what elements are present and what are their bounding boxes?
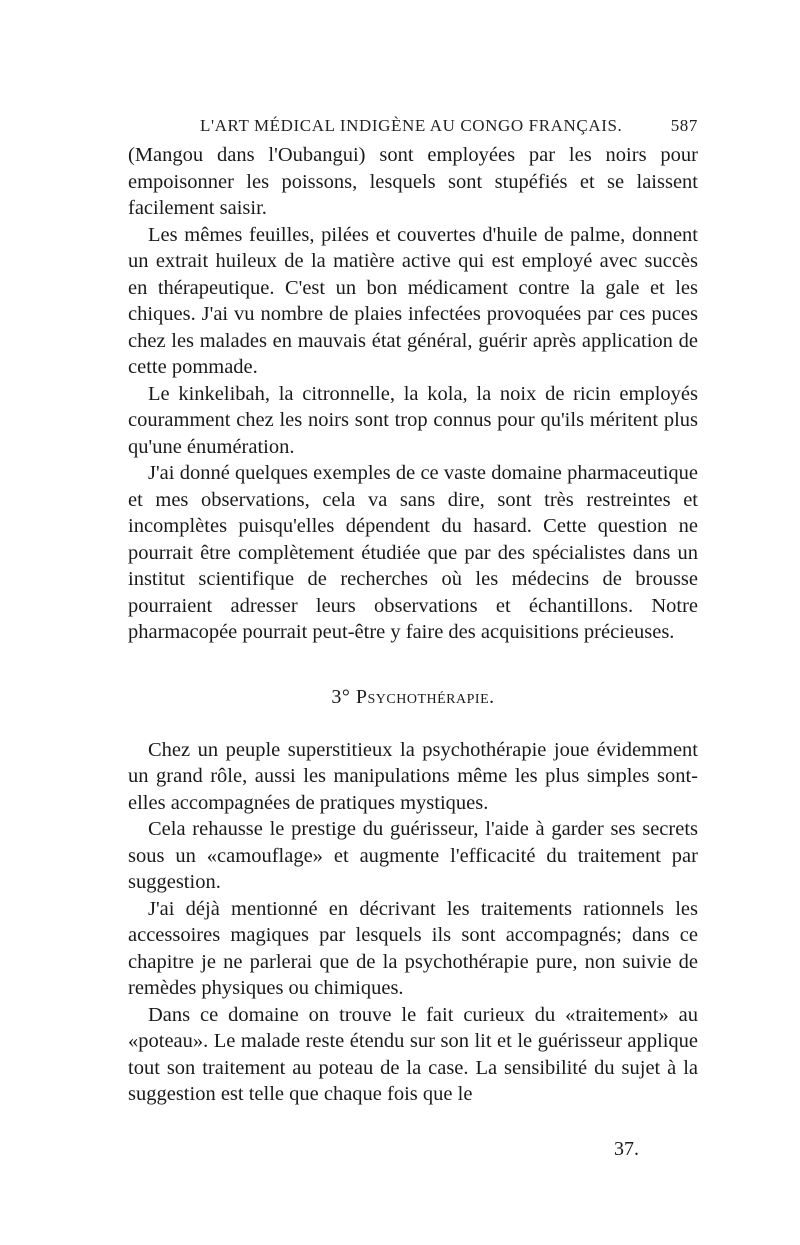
running-title: L'ART MÉDICAL INDIGÈNE AU CONGO FRANÇAIS. bbox=[200, 116, 623, 135]
running-header bbox=[128, 116, 698, 142]
section-title: Psychothérapie. bbox=[355, 685, 495, 708]
body-text-bottom bbox=[128, 737, 698, 1108]
paragraph: J'ai déjà mentionné en décrivant les traitements rationnels les accessoires magiques par lesquels ils sont accompagnés; dans ce chapitre je ne parlerai que de la psychothérapie pure, non suivie de remèdes physiques ou chimiques. bbox=[128, 897, 698, 999]
paragraph: Chez un peuple superstitieux la psychothérapie joue évidemment un grand rôle, aussi les manipulations même les plus simples sont-elles accompagnées de pratiques mystiques. bbox=[128, 738, 698, 814]
paragraph: Le kinkelibah, la citronnelle, la kola, la noix de ricin employés couramment chez les noirs sont trop connus pour qu'ils méritent plus qu'une énumération. bbox=[128, 382, 698, 458]
document-page bbox=[128, 116, 698, 1108]
page-number: 587 bbox=[670, 116, 698, 135]
paragraph: Les mêmes feuilles, pilées et couvertes d'huile de palme, donnent un extrait huileux de la matière active qui est employé avec succès en thérapeutique. C'est un bon médicament contre la gale et les chiques. J'ai vu nombre de plaies infectées provoquées par ces puces chez les malades en mauvais état général, guérir après application de cette pommade. bbox=[128, 223, 698, 378]
paragraph: Dans ce domaine on trouve le fait curieux du «traitement» au «poteau». Le malade reste étendu sur son lit et le guérisseur applique tout son traitement au poteau de la case. La sensibilité du sujet à la suggestion est telle que chaque fois que le bbox=[128, 1003, 698, 1105]
paragraph: (Mangou dans l'Oubangui) sont employées par les noirs pour empoisonner les poissons, lesquels sont stupéfiés et se laissent facilement saisir. bbox=[128, 144, 698, 219]
section-number: 3° bbox=[331, 685, 351, 708]
body-text-top bbox=[128, 142, 698, 646]
paragraph: Cela rehausse le prestige du guérisseur, l'aide à garder ses secrets sous un «camouflage» et augmente l'efficacité du traitement par suggestion. bbox=[128, 818, 698, 893]
signature-mark: 37. bbox=[614, 1138, 639, 1160]
paragraph: J'ai donné quelques exemples de ce vaste domaine pharmaceutique et mes observations, cela va sans dire, sont très restreintes et incomplètes puisqu'elles dépendent du hasard. Cette question ne pourrait être complètement étudiée que par des spécialistes dans un institut scientifique de recherches où les médecins de brousse pourraient adresser leurs observations et échantillons. Notre pharmacopée pourrait peut-être y faire des acquisitions précieuses. bbox=[128, 462, 698, 643]
section-heading bbox=[128, 686, 698, 709]
